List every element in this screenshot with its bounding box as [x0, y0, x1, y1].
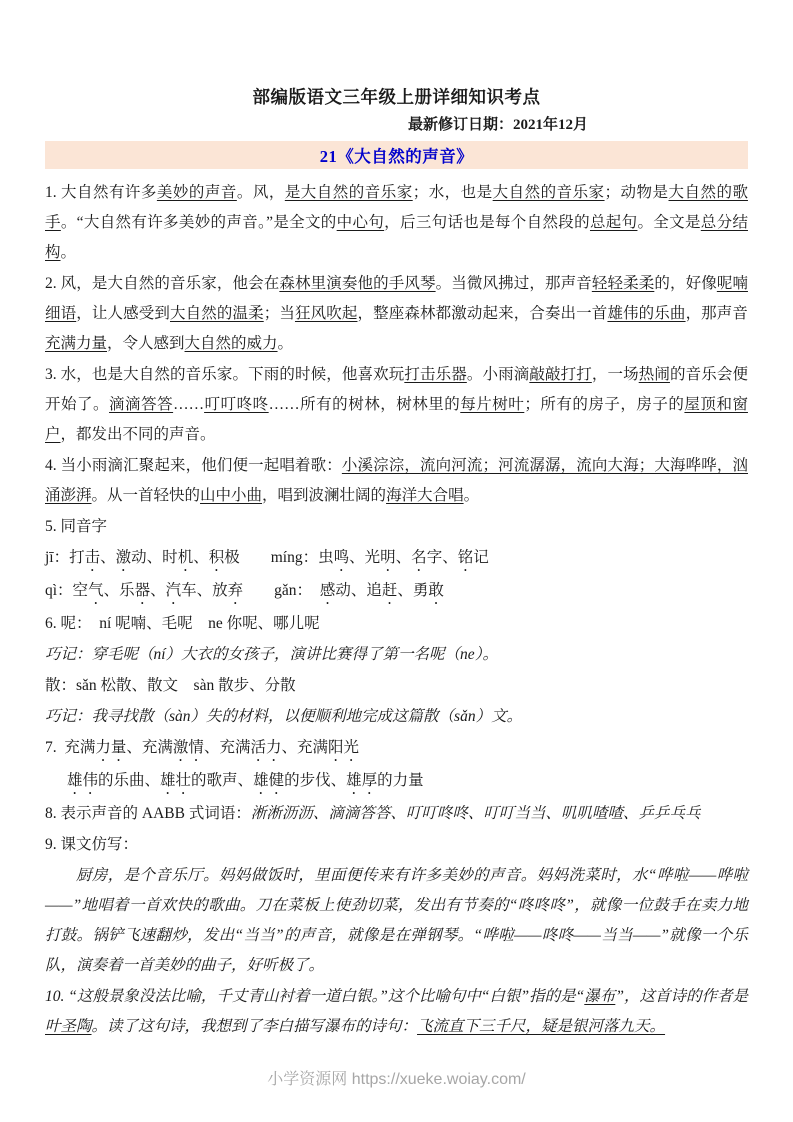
text-run: 2. 风，是大自然的音乐家，他会在	[45, 275, 280, 292]
text-run: ，那声音	[685, 305, 748, 322]
text-run: 。小雨滴	[466, 366, 530, 383]
paragraph-11	[45, 702, 748, 732]
text-run: 1. 大自然有许多	[45, 184, 157, 201]
underlined-text: 每片树叶	[460, 396, 525, 413]
text-run: 、勇	[397, 582, 429, 599]
text-run: ……	[173, 396, 205, 413]
text-run: 的，好像	[654, 275, 717, 292]
underlined-text: 雄伟的乐曲	[607, 305, 686, 322]
section-header-band	[45, 141, 748, 169]
text-run: 、	[100, 549, 116, 566]
underlined-text: 大自然的温柔	[169, 305, 264, 322]
page-footer	[0, 1068, 793, 1092]
text-run: 的力量	[377, 772, 424, 789]
text-run: gǎn：	[243, 582, 320, 599]
dot-emphasized-text: 机	[177, 549, 194, 566]
text-run: 极 míng：虫	[224, 549, 334, 566]
paragraph-16	[45, 861, 748, 981]
dot-emphasized-text: 弃	[227, 582, 244, 599]
dot-emphasized-text: 赶	[381, 582, 398, 599]
text-run: 、充满	[203, 739, 251, 756]
paragraph-14	[45, 799, 748, 829]
text-run: 8. 表示声音的 AABB 式词语：	[45, 805, 251, 822]
underlined-text: 瀑布	[584, 988, 616, 1005]
text-run: 10. “这般景象没法比喻，千丈青山衬着一道白银。”这个比喻句中“白银”指的是“	[45, 988, 585, 1005]
text-run: 散：sǎn 松散、散文 sàn 散步、分散	[45, 677, 296, 694]
dot-emphasized-text: 汽	[165, 582, 182, 599]
text-run: 淅淅沥沥、滴滴答答、叮叮咚咚、叮叮当当、叽叽喳喳、乒乒乓乓	[250, 805, 701, 822]
text-run: ；动物是	[604, 184, 669, 201]
text-run: ……所有的树林，树林里的	[268, 396, 461, 413]
text-run: 厨房，是个音乐厅。妈妈做饭时，里面便传来有许多美妙的声音。妈妈洗菜时，水“哗啦——哗啦——”地唱着一首欢快的歌曲。刀在菜板上使劲切菜，发出有节奏的“咚咚咚”，就像一位鼓手在卖力地打鼓。锅铲飞速翻炒，发出“当当”的声音，就像是在弹钢琴。“哗啦——咚咚——当当——”就像一个乐队，演奏着一首美妙的曲子，好听极了。	[45, 867, 748, 974]
text-run: 。	[463, 487, 480, 504]
text-run: ，让人感受到	[76, 305, 170, 322]
underlined-text: 叶圣陶	[45, 1018, 92, 1035]
text-run: 车、放	[181, 582, 228, 599]
underlined-text: 敲敲打打	[529, 366, 592, 383]
paragraph-5	[45, 512, 748, 542]
text-run: ，一场	[591, 366, 639, 383]
dot-emphasized-text: 气	[88, 582, 104, 599]
underlined-text: 大自然的音乐家	[492, 184, 605, 201]
dot-emphasized-text: 雄厚	[346, 772, 378, 789]
text-run: 。读了这句诗，我想到了李白描写瀑布的诗句：	[91, 1018, 418, 1035]
dot-emphasized-text: 器	[134, 582, 151, 599]
document-body	[45, 178, 748, 1042]
text-run: 字、	[426, 549, 458, 566]
text-run: ；水，也是	[412, 184, 493, 201]
text-run: 。当微风拂过，那声音	[435, 275, 592, 292]
dot-emphasized-text: 积	[208, 549, 225, 566]
paragraph-17	[45, 982, 748, 1042]
text-run: ，唱到波澜壮阔的	[262, 487, 387, 504]
section-title: 21《大自然的声音》	[319, 147, 474, 166]
text-run: 。	[60, 244, 77, 261]
dot-emphasized-text: 雄伟	[67, 772, 99, 789]
paragraph-15	[45, 830, 748, 860]
underlined-text: 滴滴答答	[109, 396, 174, 413]
dot-emphasized-text: 击	[84, 549, 101, 566]
revision-date: 最新修订日期：2021年12月	[407, 117, 588, 133]
paragraph-9	[45, 640, 748, 670]
underlined-text: 屋顶和窗户	[45, 396, 748, 443]
text-run: ，后三句话也是每个自然段的	[384, 214, 590, 231]
paragraph-10	[45, 671, 748, 701]
text-run: 动、时	[131, 549, 178, 566]
text-run: 、光	[349, 549, 381, 566]
underlined-text: 打击乐器	[404, 366, 467, 383]
underlined-text: 大自然的歌手	[45, 184, 748, 231]
text-run: 3. 水，也是大自然的音乐家。下雨的时候，他喜欢玩	[45, 366, 405, 383]
text-run: 。“大自然有许多美妙的声音。”是全文的	[60, 214, 337, 231]
text-run: ；当	[263, 305, 295, 322]
dot-emphasized-text: 感	[319, 582, 336, 599]
paragraph-12	[45, 733, 748, 765]
text-run: 动、追	[335, 582, 382, 599]
dot-emphasized-text: 雄壮	[160, 772, 192, 789]
footer-site-name: 小学资源网	[267, 1071, 348, 1088]
underlined-text: 是大自然的音乐家	[284, 184, 413, 201]
underlined-text: 热闹	[638, 366, 670, 383]
footer-url: https://xueke.woiay.com/	[351, 1071, 526, 1088]
text-run: 。全文是	[637, 214, 701, 231]
text-run: 9. 课文仿写：	[45, 836, 139, 853]
text-run: ，令人感到	[107, 335, 185, 352]
text-run: ”，这首诗的作者是	[615, 988, 748, 1005]
underlined-text: 小溪淙淙，流向河流；河流潺潺，流向大海；大海哗哗，汹涌澎湃	[45, 457, 748, 504]
text-run: 6. 呢： ní 呢喃、毛呢 ne 你呢、哪儿呢	[45, 615, 320, 632]
text-run: 巧记：我寻找散（sàn）失的材料，以便顺利地完成这篇散（sǎn）文。	[45, 708, 523, 725]
underlined-text: 轻轻柔柔	[591, 275, 655, 292]
text-run: qì：空	[45, 582, 89, 599]
paragraph-6	[45, 543, 748, 575]
text-run: 。从一首轻快的	[91, 487, 201, 504]
paragraph-7	[45, 576, 748, 608]
underlined-text: 海洋大合唱	[386, 487, 464, 504]
underlined-text: 充满力量	[45, 335, 108, 352]
text-run: ；所有的房子，房子的	[524, 396, 685, 413]
text-run: 的音乐会便开始了。	[45, 366, 748, 413]
paragraph-13	[45, 766, 748, 798]
text-run: 的歌声、	[191, 772, 254, 789]
text-run: 巧记：穿毛呢（ní）大衣的女孩子，演讲比赛得了第一名呢（ne）。	[45, 646, 498, 663]
dot-emphasized-text: 雄健	[253, 772, 285, 789]
text-run: 记	[473, 549, 489, 566]
text-run: 、充满	[281, 739, 328, 756]
text-run: 的步伐、	[284, 772, 347, 789]
dot-emphasized-text: 铭	[457, 549, 474, 566]
text-run: 、充满	[126, 739, 173, 756]
dot-emphasized-text: 阳光	[327, 739, 359, 756]
underlined-text: 总起句	[589, 214, 638, 231]
dot-emphasized-text: 激	[115, 549, 132, 566]
underlined-text: 美妙的声音	[156, 184, 237, 201]
underlined-text: 中心句	[336, 214, 385, 231]
dot-emphasized-text: 敢	[428, 582, 444, 599]
paragraph-3	[45, 360, 748, 450]
underlined-text: 狂风吹起	[294, 305, 358, 322]
underlined-text: 森林里演奏他的手风琴	[279, 275, 436, 292]
dot-emphasized-text: 明	[380, 549, 396, 566]
paragraph-2	[45, 269, 748, 359]
underlined-text: 呢喃细语	[45, 275, 748, 322]
text-run: 4. 当小雨滴汇聚起来，他们便一起唱着歌：	[45, 457, 342, 474]
underlined-text: 总分结构	[45, 214, 748, 261]
text-run: 、	[150, 582, 166, 599]
dot-emphasized-text: 鸣	[333, 549, 350, 566]
dot-emphasized-text: 力量	[95, 739, 127, 756]
text-run: ，都发出不同的声音。	[60, 426, 216, 443]
dot-emphasized-text: 激情	[172, 739, 204, 756]
text-run: ，整座森林都激动起来，合奏出一首	[357, 305, 608, 322]
text-run: 、	[395, 549, 412, 566]
paragraph-4	[45, 451, 748, 511]
text-run: 。	[277, 335, 294, 352]
underlined-text: 大自然的威力	[184, 335, 278, 352]
text-run: jī：打	[45, 549, 85, 566]
underlined-text: 飞流直下三千尺，疑是银河落九天。	[417, 1018, 666, 1035]
underlined-text: 山中小曲	[200, 487, 263, 504]
text-run: 5. 同音字	[45, 518, 108, 535]
text-run: 、乐	[103, 582, 135, 599]
dot-emphasized-text: 名	[411, 549, 427, 566]
text-run: 7. 充满	[45, 739, 96, 756]
paragraph-8	[45, 609, 748, 639]
text-run: 的乐曲、	[98, 772, 161, 789]
dot-emphasized-text: 活力	[250, 739, 282, 756]
paragraph-1	[45, 178, 748, 268]
text-run: 、	[193, 549, 209, 566]
document-title: 部编版语文三年级上册详细知识考点	[252, 87, 541, 107]
underlined-text: 叮叮咚咚	[204, 396, 269, 413]
text-run: 。风，	[236, 184, 285, 201]
